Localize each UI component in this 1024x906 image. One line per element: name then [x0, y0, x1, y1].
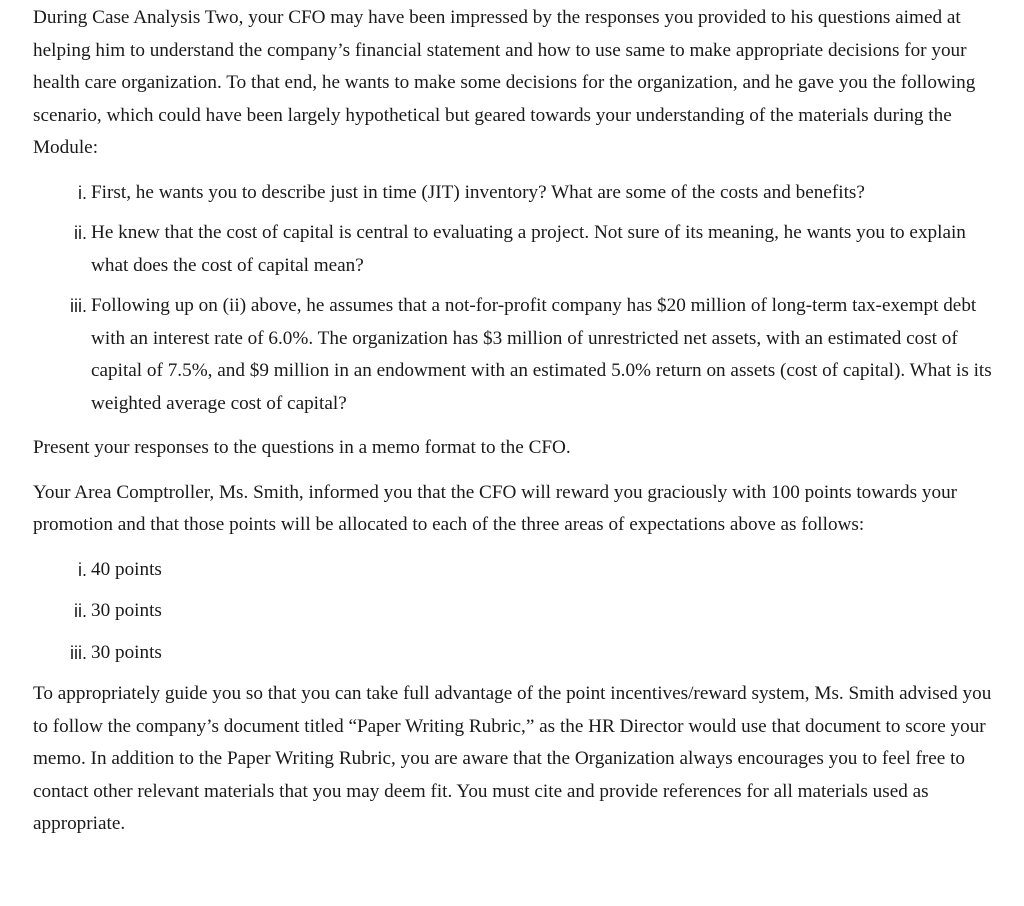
document-body: [33, 2, 1005, 841]
present-paragraph: Present your responses to the questions in a memo format to the CFO.: [33, 437, 571, 458]
closing-paragraph: To appropriately guide you so that you can take full advantage of the point incentives/reward system, Ms. Smith advised you to follow the company’s document titled “Paper Writing Rubric,” as the HR Director would use that document to score your memo. In addition to the Paper Writing Rubric, you are aware that the Organization always encourages you to feel free to contact other relevant materials that you may deem fit. You must cite and provide references for all materials used as appropriate.: [33, 683, 992, 834]
question-item-1: [33, 177, 1005, 210]
points-item-3: [33, 637, 1005, 670]
question-text: First, he wants you to describe just in time (JIT) inventory? What are some of the costs and benefits?: [91, 181, 865, 203]
intro-paragraph: During Case Analysis Two, your CFO may have been impressed by the responses you provided to his questions aimed at helping him to understand the company’s financial statement and how to use same to make appropriate decisions for your health care organization. To that end, he wants to make some decisions for the organization, and he gave you the following scenario, which could have been largely hypothetical but geared towards your understanding of the materials during the Module:: [33, 7, 976, 158]
points-text: 30 points: [91, 600, 162, 621]
question-list: [33, 177, 1005, 421]
reward-paragraph: Your Area Comptroller, Ms. Smith, informed you that the CFO will reward you graciously with 100 points towards your promotion and that those points will be allocated to each of the three areas of expectations above as follows:: [33, 481, 958, 535]
points-list: [33, 554, 1005, 670]
list-marker: ii.: [74, 223, 87, 243]
points-text: 30 points: [91, 641, 162, 663]
list-marker: iii.: [70, 296, 87, 316]
list-marker: i.: [78, 559, 87, 580]
question-text: Following up on (ii) above, he assumes that a not-for-profit company has $20 million of long-term tax-exempt debt with an interest rate of 6.0%. The organization has $3 million of unrestricted net assets, with an estimated cost of capital of 7.5%, and $9 million in an endowment with an estimated 5.0% return on assets (cost of capital). What is its weighted average cost of capital?: [91, 295, 992, 414]
list-marker: iii.: [70, 642, 87, 663]
points-item-1: [33, 554, 1005, 587]
question-item-3: [33, 290, 1005, 420]
question-item-2: [33, 217, 1005, 282]
list-marker: ii.: [74, 601, 87, 621]
question-text: He knew that the cost of capital is central to evaluating a project. Not sure of its meaning, he wants you to explain what does the cost of capital mean?: [91, 222, 966, 276]
points-item-2: [33, 595, 1005, 628]
list-marker: i.: [78, 182, 87, 203]
points-text: 40 points: [91, 558, 162, 580]
